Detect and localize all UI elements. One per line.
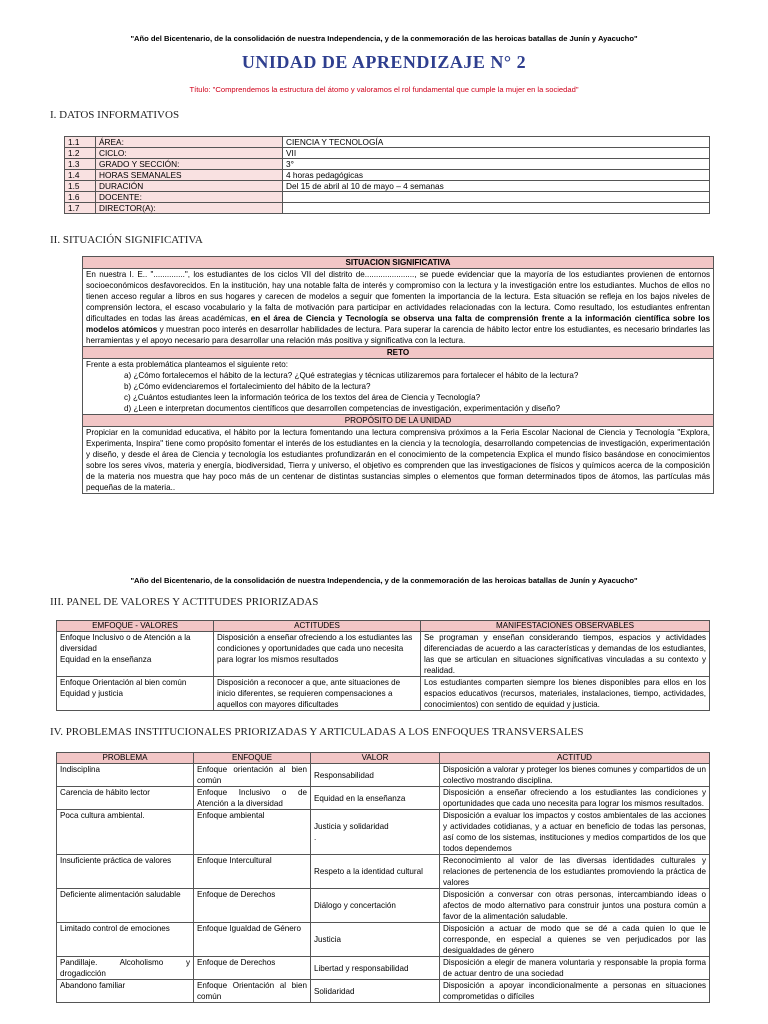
datos-table xyxy=(64,136,710,214)
situacion-text: En nuestra I. E.. "..............", los estudiantes de los ciclos VII del distrito de......................, se puede evidenciar que la mayoría de los estudiantes provienen de entornos socioeconómicos desfavorecidos. En la institución, hay una notable falta de interés y compromiso con la lectura y la investigación entre los estudiantes. Muchos de ellos no tienen acceso regular a libros en sus hogares y carecen de modelos a seguir que fomenten la importancia de la lectura. Esta situación se refleja en los bajos niveles de comprensión lectora, el escaso vocabulario y la falta de motivación para participar en actividades relacionadas con la lectura. Como resultado, los estudiantes enfrentan dificultades en todas las áreas académicas, en el área de Ciencia y Tecnología se observa una falta de comprensión frente a la información científica sobre los modelos atómicos y muestran poco interés en desarrollar habilidades de lectura. Para superar la carencia de hábito lector entre los estudiantes, es necesario brindarles las herramientas y el apoyo necesario para desarrollar una relación más positiva y significativa con la lectura. xyxy=(83,269,714,347)
datos-label: GRADO Y SECCIÓN: xyxy=(96,159,283,170)
valor-cell xyxy=(311,980,440,1003)
enfoque-cell: Enfoque Inclusivo o de Atención a la diversidad xyxy=(194,787,311,810)
problemas-row xyxy=(57,923,710,957)
datos-label: CICLO: xyxy=(96,148,283,159)
enfoque-cell: Enfoque de Derechos xyxy=(194,889,311,923)
datos-label: DIRECTOR(A): xyxy=(96,203,283,214)
valor-line: Justicia y solidaridad xyxy=(314,822,389,831)
section-datos-title: I. DATOS INFORMATIVOS xyxy=(50,109,180,121)
reto-questions xyxy=(86,370,710,414)
problemas-row xyxy=(57,787,710,810)
reto-intro: Frente a esta problemática planteamos el siguiente reto: xyxy=(86,360,289,369)
valores-row xyxy=(57,677,710,711)
actitud-cell: Disposición a elegir de manera voluntaria y responsable la propia forma de actuar dentro de una sociedad xyxy=(440,957,710,980)
datos-row xyxy=(65,137,710,148)
valor-line: . xyxy=(314,833,317,842)
datos-num: 1.5 xyxy=(65,181,96,192)
valor-line: Solidaridad xyxy=(314,986,355,996)
motto-header-2: "Año del Bicentenario, de la consolidación de nuestra Independencia, y de la conmemoración de las heroicas batallas de Junín y Ayacucho" xyxy=(130,576,638,585)
proposito-text: Propiciar en la comunidad educativa, el hábito por la lectura fomentando una lectura comprensiva próximos a la Feria Escolar Nacional de Ciencia y Tecnología "Explora, Experimenta, Inspira" tiene como propósito fomentar el interés de los estudiantes en la ciencia y la tecnología, desarrollando competencias de investigación, experimentación y diseño, y desde el área de Ciencia y tecnología los estudiantes profundizarán en el conocimiento de la competencia Explica el mundo físico basándose en conocimientos sobre los seres vivos, materia y energía, biodiversidad, Tierra y universo, el objetivo es comprenden que las investigaciones de físicos y químicos acerca de la composición de la materia nos muestra que hay poco más de un centenar de distintas sustancias simples o elementos que forman determinados tipos de átomos, las partículas más pequeñas de la materia.. xyxy=(83,427,714,494)
datos-label: DOCENTE: xyxy=(96,192,283,203)
valores-enfoque-line: Equidad en la enseñanza xyxy=(60,655,152,664)
valores-column-header: MANIFESTACIONES OBSERVABLES xyxy=(421,621,710,632)
valor-cell xyxy=(311,889,440,923)
problema-cell: Carencia de hábito lector xyxy=(57,787,194,810)
section-valores-title: III. PANEL DE VALORES Y ACTITUDES PRIORIZADAS xyxy=(50,596,319,608)
actitud-cell: Disposición a actuar de modo que se dé a cada quien lo que le corresponde, en especial a quienes se ven perjudicados por las desigualdades de género xyxy=(440,923,710,957)
datos-row xyxy=(65,148,710,159)
datos-num: 1.2 xyxy=(65,148,96,159)
problemas-row xyxy=(57,855,710,889)
situacion-table xyxy=(82,256,714,494)
problemas-column-header: ENFOQUE xyxy=(194,753,311,764)
valores-column-header: EMFOQUE - VALORES xyxy=(57,621,214,632)
datos-value: 3° xyxy=(283,159,710,170)
datos-row xyxy=(65,203,710,214)
datos-row xyxy=(65,181,710,192)
valor-line: Responsabilidad xyxy=(314,770,374,780)
valor-line: Diálogo y concertación xyxy=(314,901,396,910)
valores-enfoque xyxy=(57,677,214,711)
unit-subtitle: Título: "Comprendemos la estructura del átomo y valoramos el rol fundamental que cumple la mujer en la sociedad" xyxy=(189,85,579,94)
enfoque-cell: Enfoque orientación al bien común xyxy=(194,764,311,787)
actitud-cell: Disposición a evaluar los impactos y costos ambientales de las acciones y actividades cotidianas, y a actuar en beneficio de todas las personas, así como de los sistemas, instituciones y medios compartidos de los que todos dependemos xyxy=(440,810,710,855)
valor-cell xyxy=(311,764,440,787)
problema-cell: Limitado control de emociones xyxy=(57,923,194,957)
valor-line: Equidad en la enseñanza xyxy=(314,793,406,803)
valores-enfoque xyxy=(57,632,214,677)
valores-enfoque-line: Enfoque Orientación al bien común xyxy=(60,678,187,687)
datos-row xyxy=(65,192,710,203)
datos-label: HORAS SEMANALES xyxy=(96,170,283,181)
problemas-row xyxy=(57,810,710,855)
problema-cell: Abandono familiar xyxy=(57,980,194,1003)
page-title: UNIDAD DE APRENDIZAJE N° 2 xyxy=(241,52,527,72)
problemas-column-header: VALOR xyxy=(311,753,440,764)
valores-manifestacion: Se programan y enseñan considerando tiempos, espacios y actividades diferenciadas de acuerdo a las características y demandas de los estudiantes, las que se articulan en situaciones significativas vinculadas a su contexto y realidad. xyxy=(421,632,710,677)
datos-label: ÁREA: xyxy=(96,137,283,148)
reto-header: RETO xyxy=(83,347,714,359)
datos-value xyxy=(283,192,710,203)
valor-cell xyxy=(311,855,440,889)
enfoque-cell: Enfoque Orientación al bien común xyxy=(194,980,311,1003)
valor-line: Justicia xyxy=(314,935,341,944)
datos-value xyxy=(283,203,710,214)
situacion-header: SITUACION SIGNIFICATIVA xyxy=(83,257,714,269)
reto-item: d) ¿Leen e interpretan documentos científicos que desarrollen competencias de investigación, experimentación y diseño? xyxy=(124,404,560,413)
reto-content xyxy=(83,359,714,415)
datos-row xyxy=(65,159,710,170)
valores-actitud: Disposición a reconocer a que, ante situaciones de inicio diferentes, se requieren compensaciones a aquellos con mayores dificultades xyxy=(214,677,421,711)
proposito-header: PROPÓSITO DE LA UNIDAD xyxy=(83,415,714,427)
valor-line: Libertad y responsabilidad xyxy=(314,963,409,973)
section-problemas-title: IV. PROBLEMAS INSTITUCIONALES PRIORIZADAS Y ARTICULADAS A LOS ENFOQUES TRANSVERSALES xyxy=(50,726,584,738)
problema-cell: Pandillaje. Alcoholismo y drogadicción xyxy=(57,957,194,980)
problema-cell: Deficiente alimentación saludable xyxy=(57,889,194,923)
section-situacion-title: II. SITUACIÓN SIGNIFICATIVA xyxy=(50,234,203,246)
actitud-cell: Disposición a conversar con otras personas, intercambiando ideas o afectos de modo alternativo para construir juntos una postura común a favor de la alimentación saludable. xyxy=(440,889,710,923)
valores-column-header: ACTITUDES xyxy=(214,621,421,632)
actitud-cell: Disposición a apoyar incondicionalmente a personas en situaciones comprometidas o difíciles xyxy=(440,980,710,1003)
problemas-table xyxy=(56,752,710,1003)
valores-enfoque-line: Enfoque Inclusivo o de Atención a la diversidad xyxy=(60,633,191,653)
problemas-row xyxy=(57,980,710,1003)
datos-value: VII xyxy=(283,148,710,159)
enfoque-cell: Enfoque de Derechos xyxy=(194,957,311,980)
problema-cell: Insuficiente práctica de valores xyxy=(57,855,194,889)
problemas-row xyxy=(57,957,710,980)
datos-num: 1.4 xyxy=(65,170,96,181)
valor-cell xyxy=(311,810,440,855)
problemas-column-header: ACTITUD xyxy=(440,753,710,764)
valores-row xyxy=(57,632,710,677)
reto-item: a) ¿Cómo fortalecemos el hábito de la lectura? ¿Qué estrategias y técnicas utilizaremos para fortalecer el hábito de la lectura? xyxy=(124,371,579,380)
datos-num: 1.6 xyxy=(65,192,96,203)
valor-cell xyxy=(311,923,440,957)
valores-manifestacion: Los estudiantes comparten siempre los bienes disponibles para ellos en los espacios educativos (recursos, materiales, instalaciones, tiempo, actividades, conocimientos) con sentido de equidad y justicia. xyxy=(421,677,710,711)
datos-num: 1.3 xyxy=(65,159,96,170)
actitud-cell: Reconocimiento al valor de las diversas identidades culturales y relaciones de pertenencia de los estudiantes promoviendo la práctica de valores xyxy=(440,855,710,889)
datos-value: CIENCIA Y TECNOLOGÍA xyxy=(283,137,710,148)
valores-table xyxy=(56,620,710,711)
valores-enfoque-line: Equidad y justicia xyxy=(60,689,123,698)
valores-actitud: Disposición a enseñar ofreciendo a los estudiantes las condiciones y oportunidades que cada uno necesita para lograr los mismos resultados xyxy=(214,632,421,677)
problemas-row xyxy=(57,889,710,923)
problemas-column-header: PROBLEMA xyxy=(57,753,194,764)
enfoque-cell: Enfoque Intercultural xyxy=(194,855,311,889)
datos-value: Del 15 de abril al 10 de mayo – 4 semanas xyxy=(283,181,710,192)
problemas-row xyxy=(57,764,710,787)
actitud-cell: Disposición a valorar y proteger los bienes comunes y compartidos de un colectivo mostrando disciplina. xyxy=(440,764,710,787)
valor-cell xyxy=(311,957,440,980)
enfoque-cell: Enfoque ambiental xyxy=(194,810,311,855)
enfoque-cell: Enfoque Igualdad de Género xyxy=(194,923,311,957)
actitud-cell: Disposición a enseñar ofreciendo a los estudiantes las condiciones y oportunidades que cada uno necesita para lograr los mismos resultados. xyxy=(440,787,710,810)
problema-cell: Poca cultura ambiental. xyxy=(57,810,194,855)
problema-cell: Indisciplina xyxy=(57,764,194,787)
datos-label: DURACIÓN xyxy=(96,181,283,192)
datos-num: 1.7 xyxy=(65,203,96,214)
motto-header: "Año del Bicentenario, de la consolidación de nuestra Independencia, y de la conmemoración de las heroicas batallas de Junín y Ayacucho" xyxy=(130,34,638,43)
valor-cell xyxy=(311,787,440,810)
datos-num: 1.1 xyxy=(65,137,96,148)
reto-item: c) ¿Cuántos estudiantes leen la información teórica de los textos del área de Ciencia y Tecnología? xyxy=(124,393,481,402)
reto-item: b) ¿Cómo evidenciaremos el fortalecimiento del hábito de la lectura? xyxy=(124,382,371,391)
datos-row xyxy=(65,170,710,181)
datos-value: 4 horas pedagógicas xyxy=(283,170,710,181)
valor-line: Respeto a la identidad cultural xyxy=(314,867,423,876)
